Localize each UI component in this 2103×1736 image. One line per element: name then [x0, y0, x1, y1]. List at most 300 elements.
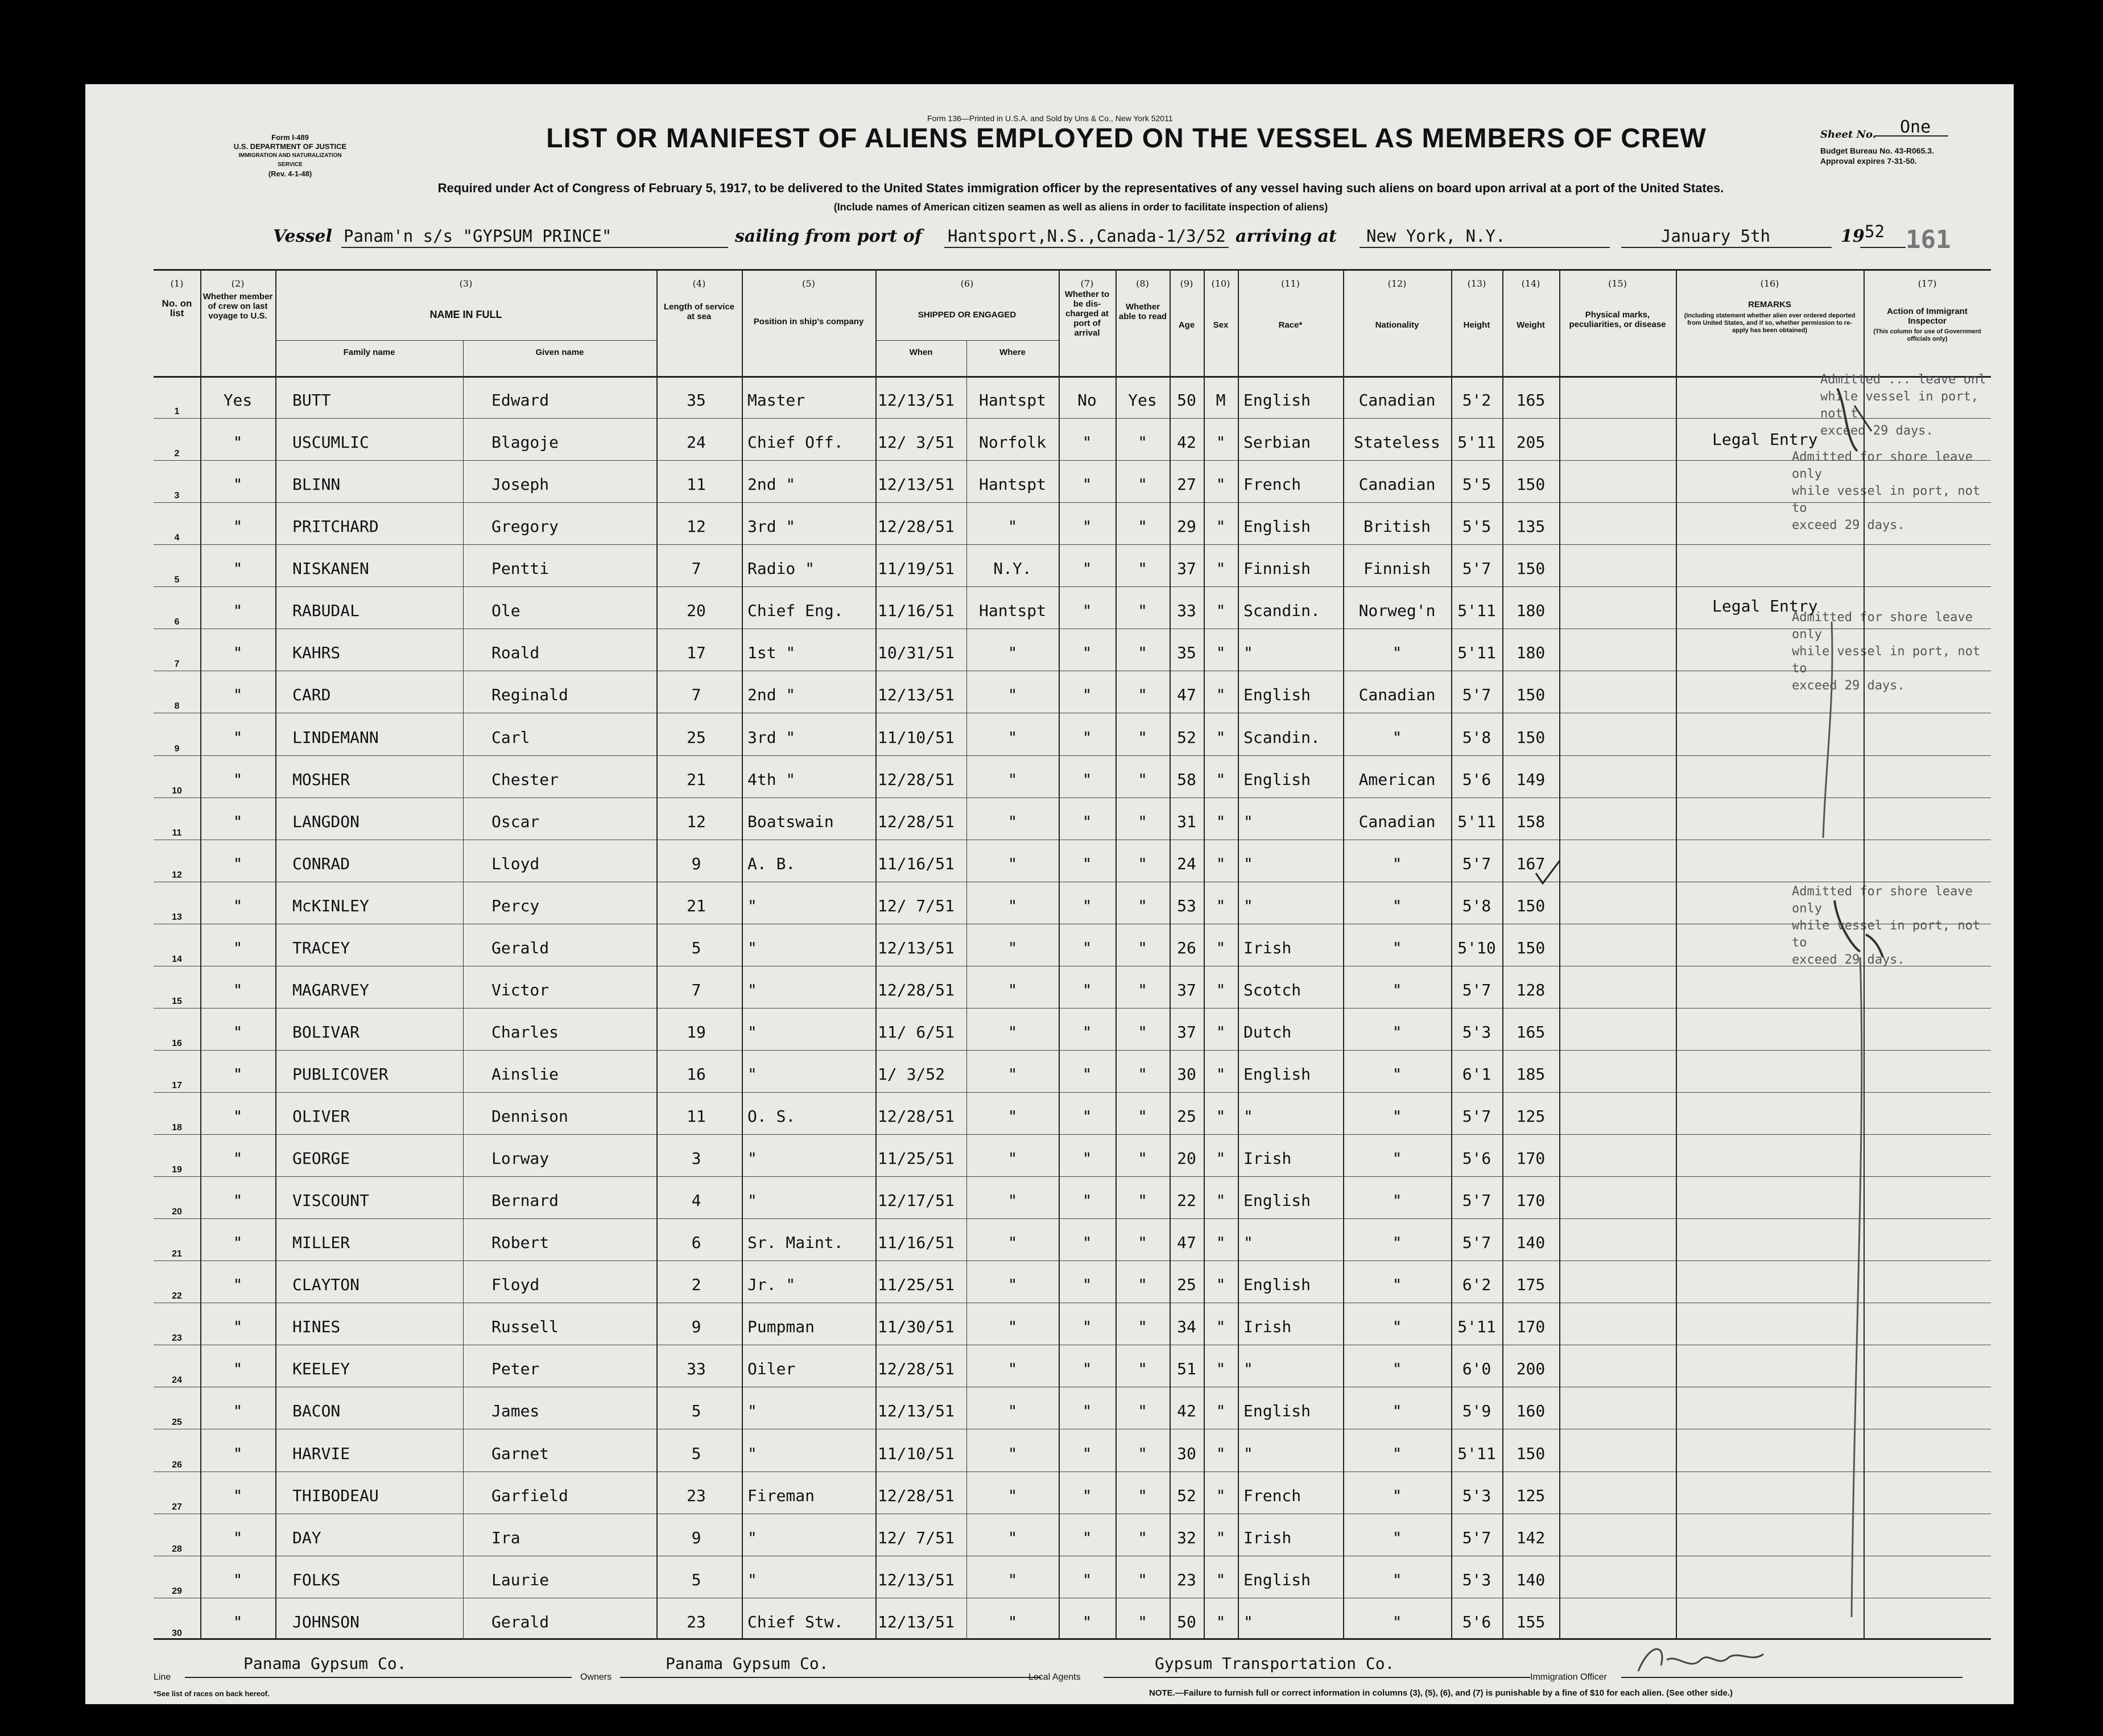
cell-given: Bernard: [491, 1191, 559, 1210]
cell-height: 5'5: [1462, 475, 1491, 494]
vessel-value: Panam'n s/s "GYPSUM PRINCE": [344, 226, 612, 246]
cell-given: James: [491, 1402, 540, 1421]
sailing-value: Hantsport,N.S.,Canada-1/3/52: [948, 226, 1226, 246]
cell-when: 11/10/51: [878, 728, 955, 747]
cell-family: CLAYTON: [292, 1275, 360, 1295]
cell-age: 50: [1177, 1612, 1196, 1631]
cell-where: N.Y.: [993, 559, 1032, 578]
cell-height: 5'7: [1462, 1107, 1491, 1126]
cell-position: ": [747, 896, 757, 915]
cell-read: ": [1138, 1233, 1147, 1253]
footer-owners-value: Panama Gypsum Co.: [666, 1654, 829, 1673]
column-divider: [275, 269, 276, 1640]
cell-length: 5: [691, 1444, 701, 1463]
header-member-prev: Whether member of crew on last voyage to U.S.: [203, 292, 273, 321]
table-row: [154, 544, 1991, 587]
col-num-4: (4): [692, 278, 706, 289]
cell-length: 9: [691, 1317, 701, 1337]
cell-read: ": [1138, 1402, 1147, 1421]
cell-sex: ": [1216, 559, 1226, 578]
table-row: [154, 671, 1991, 713]
cell-discharged: ": [1082, 854, 1092, 873]
cell-age: 42: [1177, 433, 1196, 452]
cell-sex: ": [1216, 1191, 1226, 1210]
cell-weight: 150: [1516, 938, 1546, 957]
cell-nationality: ": [1392, 1317, 1402, 1337]
col-num-12: (12): [1387, 278, 1407, 289]
cell-where: Hantspt: [978, 601, 1046, 621]
cell-position: Pumpman: [747, 1317, 815, 1337]
cell-given: Ole: [491, 601, 520, 621]
cell-where: ": [1007, 1528, 1018, 1547]
cell-discharged: ": [1082, 980, 1092, 999]
form-number: Form I-489: [271, 133, 309, 142]
cell-height: 5'6: [1462, 1149, 1491, 1168]
cell-nationality: ": [1392, 1233, 1402, 1253]
cell-family: BOLIVAR: [292, 1022, 360, 1041]
cell-nationality: Canadian: [1358, 475, 1436, 494]
cell-when: 12/17/51: [878, 1191, 955, 1210]
cell-read: ": [1138, 1528, 1147, 1547]
cell-family: JOHNSON: [292, 1612, 360, 1631]
cell-nationality: ": [1392, 1612, 1402, 1631]
cell-when: 11/16/51: [878, 854, 955, 873]
cell-where: ": [1007, 938, 1018, 957]
cell-read: ": [1138, 1065, 1147, 1084]
crew-table: [154, 269, 1991, 1640]
cell-family: LINDEMANN: [292, 728, 379, 747]
cell-weight: 175: [1516, 1275, 1546, 1295]
cell-sex: ": [1216, 1275, 1226, 1295]
column-divider: [1204, 269, 1205, 1640]
cell-nationality: ": [1392, 1570, 1402, 1589]
cell-family: DAY: [292, 1528, 321, 1547]
cell-nationality: ": [1392, 980, 1402, 999]
cell-read: ": [1138, 1570, 1147, 1589]
cell-weight: 135: [1516, 517, 1546, 536]
cell-when: 12/13/51: [878, 1402, 955, 1421]
cell-where: ": [1007, 1612, 1018, 1631]
name-subdivider: [275, 340, 656, 341]
row-number: 20: [172, 1207, 182, 1217]
row-number: 9: [174, 743, 180, 754]
cell-position: ": [747, 1022, 757, 1041]
cell-where: ": [1007, 896, 1018, 915]
footer-owners-underline: [620, 1677, 1041, 1678]
cell-race: ": [1243, 1233, 1253, 1253]
cell-given: Blagoje: [491, 433, 559, 452]
cell-weight: 158: [1516, 812, 1546, 831]
cell-where: ": [1007, 1402, 1018, 1421]
col-num-5: (5): [802, 278, 815, 289]
cell-family: VISCOUNT: [292, 1191, 369, 1210]
cell-given: Robert: [491, 1233, 549, 1253]
cell-length: 7: [691, 559, 701, 578]
cell-length: 12: [687, 517, 706, 536]
footer-agents-value: Gypsum Transportation Co.: [1155, 1654, 1395, 1673]
officer-signature: [1627, 1637, 1775, 1683]
cell-given: Garfield: [491, 1486, 568, 1505]
cell-read: ": [1138, 1486, 1147, 1505]
cell-discharged: ": [1082, 1107, 1092, 1126]
cell-read: Yes: [1128, 391, 1157, 410]
cell-position: Sr. Maint.: [747, 1233, 844, 1253]
cell-weight: 125: [1516, 1486, 1546, 1505]
cell-member: ": [233, 643, 243, 663]
cell-age: 33: [1177, 601, 1196, 621]
cell-family: USCUMLIC: [292, 433, 369, 452]
cell-family: FOLKS: [292, 1570, 341, 1589]
cell-where: ": [1007, 812, 1018, 831]
include-note: (Include names of American citizen seamen as well as aliens in order to facilitate inspection of aliens): [833, 201, 1328, 213]
cell-length: 21: [687, 896, 706, 915]
cell-discharged: ": [1082, 1275, 1092, 1295]
cell-weight: 170: [1516, 1317, 1546, 1337]
cell-given: Roald: [491, 643, 540, 663]
cell-age: 24: [1177, 854, 1196, 873]
cell-age: 52: [1177, 1486, 1196, 1505]
cell-discharged: ": [1082, 1149, 1092, 1168]
cell-when: 12/ 7/51: [878, 1528, 955, 1547]
cell-age: 37: [1177, 559, 1196, 578]
cell-length: 9: [691, 854, 701, 873]
table-row: [154, 1092, 1991, 1135]
cell-weight: 150: [1516, 896, 1546, 915]
cell-member: ": [233, 938, 243, 957]
cell-race: English: [1243, 1402, 1311, 1421]
cell-read: ": [1138, 1612, 1147, 1631]
act-statement: Required under Act of Congress of February 5, 1917, to be delivered to the United States immigration officer by the representatives of any vessel having such aliens on board upon arrival at a port of the United States.: [437, 181, 1724, 195]
cell-family: CARD: [292, 685, 331, 705]
cell-height: 5'7: [1462, 980, 1491, 999]
cell-given: Joseph: [491, 475, 549, 494]
cell-position: Boatswain: [747, 812, 834, 831]
cell-member: ": [233, 1149, 243, 1168]
cell-family: LANGDON: [292, 812, 360, 831]
row-number: 24: [172, 1375, 182, 1386]
cell-family: CONRAD: [292, 854, 350, 873]
cell-age: 22: [1177, 1191, 1196, 1210]
row-number: 27: [172, 1502, 182, 1512]
cell-member: ": [233, 1107, 243, 1126]
cell-position: ": [747, 980, 757, 999]
cell-age: 29: [1177, 517, 1196, 536]
cell-height: 5'7: [1462, 685, 1491, 705]
cell-discharged: ": [1082, 1233, 1092, 1253]
cell-position: Oiler: [747, 1359, 796, 1379]
form-identifier: [228, 133, 353, 179]
header-weight: Weight: [1517, 320, 1545, 330]
cell-member: Yes: [223, 391, 253, 410]
cell-discharged: ": [1082, 1359, 1092, 1379]
cell-race: ": [1243, 812, 1253, 831]
cell-family: NISKANEN: [292, 559, 369, 578]
cell-nationality: Canadian: [1358, 391, 1436, 410]
footer-penalty-note: NOTE.—Failure to furnish full or correct information in columns (3), (5), (6), and (7) is punishable by a fine of $10 for each alien. (See other side.): [1149, 1688, 1733, 1698]
page-stamp: 161: [1906, 225, 1951, 254]
cell-when: 12/13/51: [878, 938, 955, 957]
cell-position: ": [747, 1444, 757, 1463]
cell-weight: 167: [1516, 854, 1546, 873]
footer-officer-label: Immigration Officer: [1530, 1672, 1607, 1682]
cell-when: 12/13/51: [878, 1570, 955, 1589]
cell-given: Ira: [491, 1528, 520, 1547]
column-divider: [966, 340, 967, 1640]
row-number: 19: [172, 1165, 182, 1175]
cell-height: 5'7: [1462, 1233, 1491, 1253]
cell-sex: ": [1216, 1065, 1226, 1084]
cell-given: Garnet: [491, 1444, 549, 1463]
cell-race: Irish: [1243, 1149, 1292, 1168]
sailing-underline: [944, 247, 1229, 248]
cell-read: ": [1138, 1359, 1147, 1379]
table-row: [154, 1598, 1991, 1640]
cell-race: ": [1243, 1612, 1253, 1631]
cell-sex: M: [1216, 391, 1226, 410]
col-num-1: (1): [170, 278, 184, 289]
cell-given: Victor: [491, 980, 549, 999]
cell-length: 11: [687, 475, 706, 494]
cell-given: Russell: [491, 1317, 559, 1337]
cell-length: 5: [691, 1402, 701, 1421]
col-num-11: (11): [1281, 278, 1300, 289]
column-divider: [1170, 269, 1171, 1640]
col-num-2: (2): [231, 278, 245, 289]
cell-when: 11/30/51: [878, 1317, 955, 1337]
header-name-in-full: NAME IN FULL: [429, 309, 502, 320]
cell-nationality: ": [1392, 1022, 1402, 1041]
header-no-on-list: No. on list: [162, 298, 192, 319]
cell-member: ": [233, 685, 243, 705]
cell-where: ": [1007, 1107, 1018, 1126]
cell-discharged: ": [1082, 517, 1092, 536]
cell-member: ": [233, 1444, 243, 1463]
cell-length: 7: [691, 980, 701, 999]
row-number: 26: [172, 1460, 182, 1470]
budget-number: Budget Bureau No. 43-R065.3.: [1820, 146, 1934, 155]
cell-weight: 165: [1516, 391, 1546, 410]
budget-info: [1820, 146, 1934, 166]
cell-length: 4: [691, 1191, 701, 1210]
cell-where: ": [1007, 1275, 1018, 1295]
cell-where: ": [1007, 980, 1018, 999]
cell-position: ": [747, 1065, 757, 1084]
cell-given: Dennison: [491, 1107, 568, 1126]
footer-line-value: Panama Gypsum Co.: [243, 1654, 407, 1673]
cell-given: Gerald: [491, 1612, 549, 1631]
cell-sex: ": [1216, 896, 1226, 915]
footer-agents-label: Local Agents: [1028, 1672, 1081, 1682]
column-divider: [875, 269, 877, 1640]
table-row: [154, 1303, 1991, 1345]
cell-member: ": [233, 1359, 243, 1379]
cell-sex: ": [1216, 980, 1226, 999]
cell-sex: ": [1216, 1402, 1226, 1421]
table-row: [154, 1218, 1991, 1261]
cell-length: 35: [687, 391, 706, 410]
cell-discharged: ": [1082, 938, 1092, 957]
cell-height: 5'7: [1462, 559, 1491, 578]
cell-nationality: ": [1392, 896, 1402, 915]
table-row: [154, 1134, 1991, 1177]
cell-when: 11/16/51: [878, 601, 955, 621]
cell-sex: ": [1216, 601, 1226, 621]
cell-nationality: ": [1392, 1486, 1402, 1505]
cell-weight: 142: [1516, 1528, 1546, 1547]
cell-sex: ": [1216, 1612, 1226, 1631]
table-row: [154, 629, 1991, 671]
cell-weight: 180: [1516, 643, 1546, 663]
cell-weight: 150: [1516, 475, 1546, 494]
header-shipped: SHIPPED OR ENGAGED: [918, 310, 1017, 320]
column-divider: [200, 269, 201, 1640]
cell-nationality: ": [1392, 728, 1402, 747]
row-number: 18: [172, 1123, 182, 1133]
cell-length: 20: [687, 601, 706, 621]
cell-race: ": [1243, 854, 1253, 873]
cell-length: 2: [691, 1275, 701, 1295]
vessel-label: Vessel: [273, 226, 332, 246]
col-num-8: (8): [1136, 278, 1149, 289]
cell-read: ": [1138, 643, 1147, 663]
row-number: 12: [172, 870, 182, 880]
header-able-read: Whether able to read: [1118, 302, 1167, 321]
cell-when: 12/ 7/51: [878, 896, 955, 915]
cell-when: 12/28/51: [878, 770, 955, 789]
cell-sex: ": [1216, 1444, 1226, 1463]
cell-when: 11/25/51: [878, 1149, 955, 1168]
cell-age: 30: [1177, 1065, 1196, 1084]
manifest-sheet: [85, 84, 2014, 1704]
cell-sex: ": [1216, 812, 1226, 831]
cell-weight: 160: [1516, 1402, 1546, 1421]
form-revision: (Rev. 4-1-48): [268, 170, 312, 178]
cell-when: 12/28/51: [878, 980, 955, 999]
cell-family: BLINN: [292, 475, 341, 494]
cell-discharged: ": [1082, 1444, 1092, 1463]
col-num-14: (14): [1521, 278, 1540, 289]
cell-nationality: Norweg'n: [1358, 601, 1436, 621]
row-number: 14: [172, 954, 182, 964]
row-number: 25: [172, 1417, 182, 1428]
cell-height: 6'1: [1462, 1065, 1491, 1084]
col-num-6: (6): [960, 278, 974, 289]
cell-read: ": [1138, 1275, 1147, 1295]
cell-height: 5'9: [1462, 1402, 1491, 1421]
cell-nationality: Finnish: [1363, 559, 1431, 578]
cell-race: Scandin.: [1243, 728, 1320, 747]
cell-when: 12/28/51: [878, 1486, 955, 1505]
cell-weight: 149: [1516, 770, 1546, 789]
cell-given: Gregory: [491, 517, 559, 536]
cell-member: ": [233, 1402, 243, 1421]
cell-read: ": [1138, 938, 1147, 957]
cell-age: 27: [1177, 475, 1196, 494]
cell-where: ": [1007, 1191, 1018, 1210]
cell-when: 12/ 3/51: [878, 433, 955, 452]
cell-sex: ": [1216, 1022, 1226, 1041]
cell-height: 6'0: [1462, 1359, 1491, 1379]
cell-height: 5'11: [1457, 601, 1496, 621]
cell-member: ": [233, 1065, 243, 1084]
cell-position: 3rd ": [747, 517, 796, 536]
cell-given: Lloyd: [491, 854, 540, 873]
cell-discharged: ": [1082, 1402, 1092, 1421]
cell-when: 11/10/51: [878, 1444, 955, 1463]
cell-given: Carl: [491, 728, 530, 747]
cell-race: English: [1243, 517, 1311, 536]
approval-expiry: Approval expires 7-31-50.: [1820, 156, 1917, 166]
cell-where: ": [1007, 685, 1018, 705]
table-row: [154, 797, 1991, 840]
cell-position: 1st ": [747, 643, 796, 663]
row-number: 22: [172, 1291, 182, 1301]
table-row: [154, 1050, 1991, 1093]
cell-discharged: ": [1082, 1612, 1092, 1631]
cell-where: ": [1007, 1444, 1018, 1463]
cell-weight: 140: [1516, 1233, 1546, 1253]
cell-race: ": [1243, 1107, 1253, 1126]
cell-race: English: [1243, 1570, 1311, 1589]
cell-family: KEELEY: [292, 1359, 350, 1379]
cell-given: Pentti: [491, 559, 549, 578]
cell-weight: 180: [1516, 601, 1546, 621]
row-number: 8: [174, 701, 180, 712]
cell-weight: 155: [1516, 1612, 1546, 1631]
row-number: 28: [172, 1544, 182, 1554]
cell-sex: ": [1216, 1528, 1226, 1547]
cell-sex: ": [1216, 1359, 1226, 1379]
cell-where: ": [1007, 770, 1018, 789]
row-number: 10: [172, 786, 182, 796]
cell-given: Chester: [491, 770, 559, 789]
cell-when: 10/31/51: [878, 643, 955, 663]
cell-when: 12/13/51: [878, 685, 955, 705]
col-num-13: (13): [1467, 278, 1486, 289]
cell-member: ": [233, 1275, 243, 1295]
row-number: 5: [174, 575, 180, 585]
cell-sex: ": [1216, 1149, 1226, 1168]
cell-race: ": [1243, 1359, 1253, 1379]
column-divider: [1059, 269, 1060, 1640]
column-divider: [656, 269, 658, 1640]
row-number: 13: [172, 912, 182, 922]
column-divider: [463, 340, 464, 1640]
cell-member: ": [233, 980, 243, 999]
footer-owners-label: Owners: [580, 1672, 612, 1682]
cell-family: MAGARVEY: [292, 980, 369, 999]
cell-discharged: ": [1082, 433, 1092, 452]
cell-nationality: ": [1392, 1402, 1402, 1421]
cell-read: ": [1138, 728, 1147, 747]
cell-weight: 125: [1516, 1107, 1546, 1126]
cell-height: 5'3: [1462, 1486, 1491, 1505]
cell-nationality: ": [1392, 1191, 1402, 1210]
cell-weight: 200: [1516, 1359, 1546, 1379]
cell-age: 47: [1177, 1233, 1196, 1253]
cell-age: 34: [1177, 1317, 1196, 1337]
cell-read: ": [1138, 517, 1147, 536]
cell-member: ": [233, 1317, 243, 1337]
cell-position: ": [747, 1191, 757, 1210]
cell-nationality: Canadian: [1358, 812, 1436, 831]
cell-member: ": [233, 433, 243, 452]
cell-length: 21: [687, 770, 706, 789]
column-divider: [1343, 269, 1344, 1640]
cell-race: Irish: [1243, 1528, 1292, 1547]
table-row: [154, 1387, 1991, 1429]
cell-family: PRITCHARD: [292, 517, 379, 536]
